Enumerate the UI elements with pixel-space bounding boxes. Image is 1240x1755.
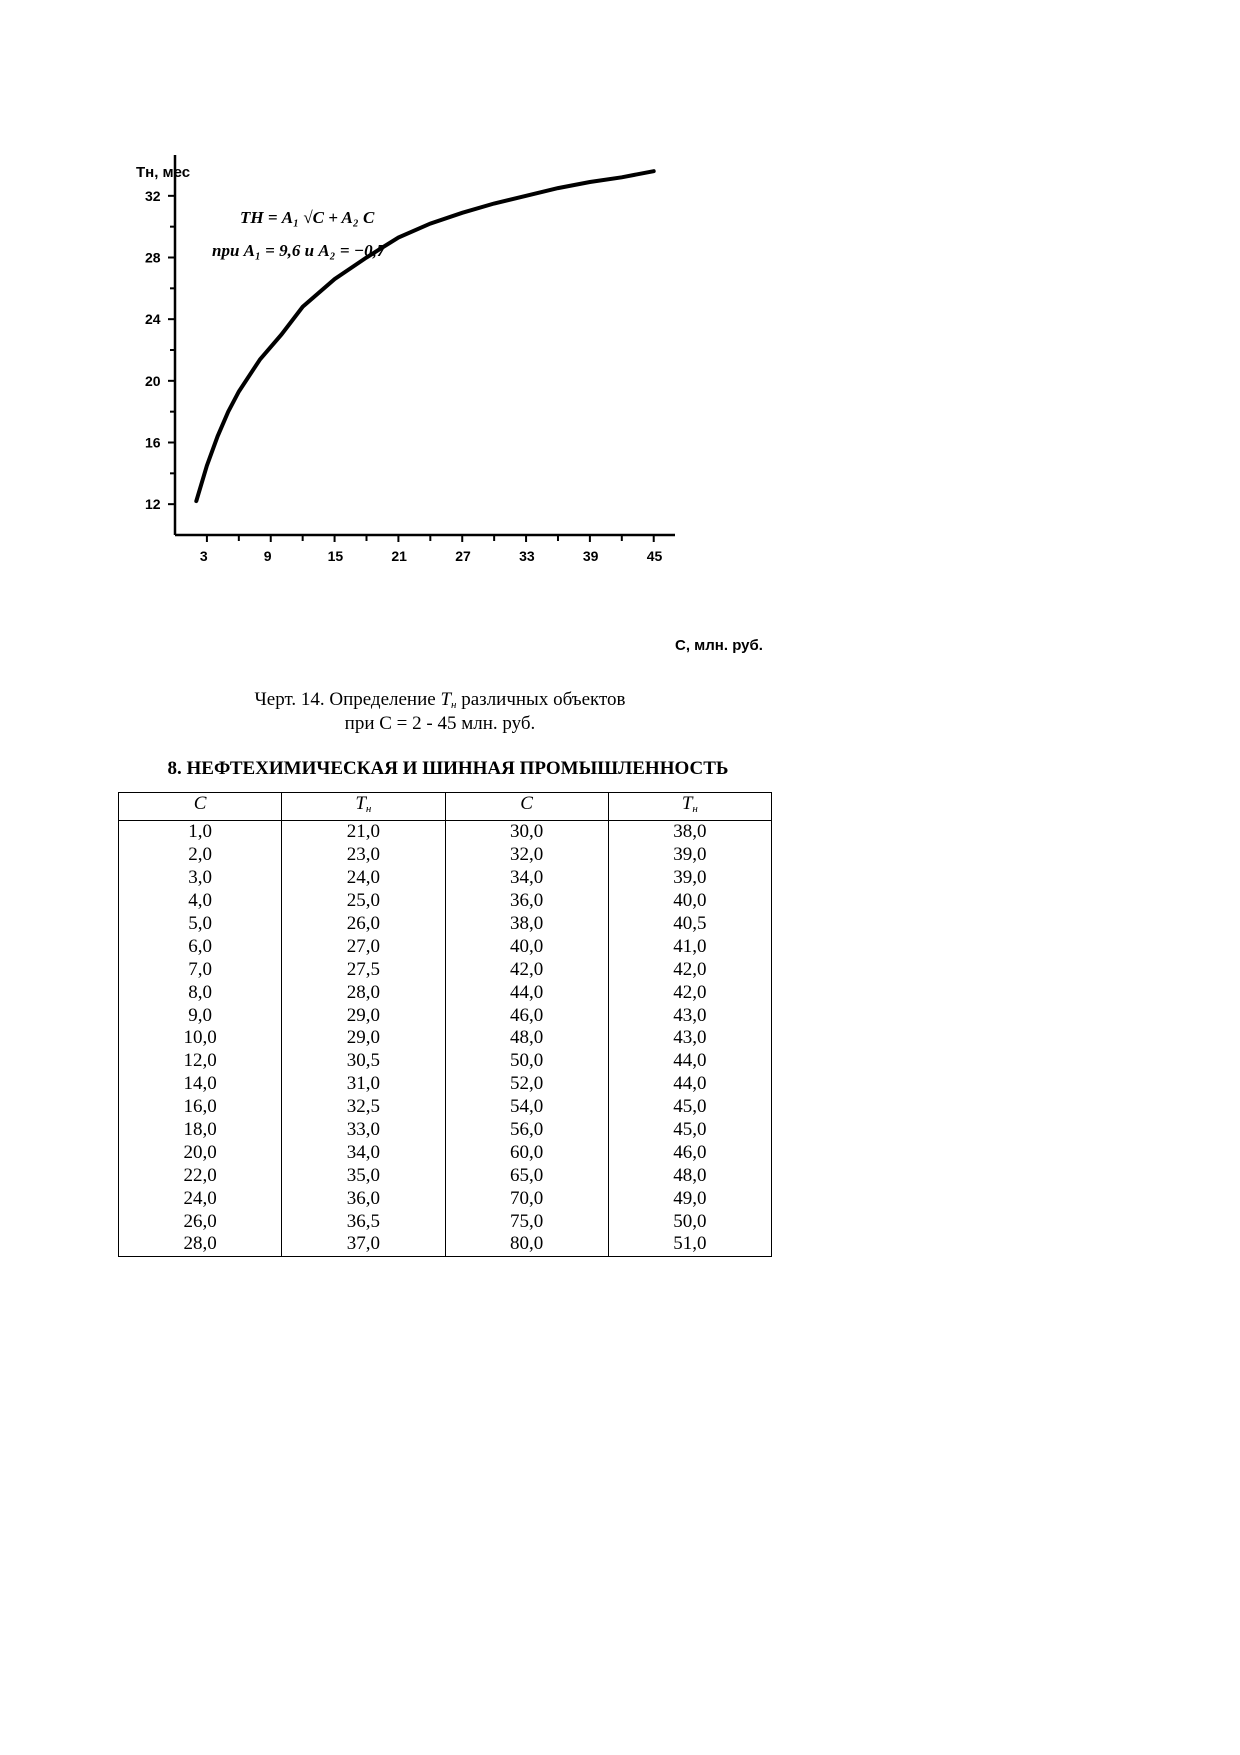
table-cell: 50,0: [445, 1050, 608, 1073]
table-cell: 22,0: [119, 1164, 282, 1187]
x-tick-label: 9: [263, 548, 272, 564]
col-header-t-2: $Т_н$: [608, 793, 771, 821]
table-row: [119, 890, 772, 913]
col-header-c: С: [119, 793, 282, 821]
table-cell: 44,0: [445, 981, 608, 1004]
table-cell: 51,0: [608, 1233, 771, 1256]
table-cell: 38,0: [445, 913, 608, 936]
table-row: [119, 1233, 772, 1256]
x-tick-label: 3: [199, 548, 208, 564]
table-cell: 50,0: [608, 1210, 771, 1233]
table-row: [119, 1141, 772, 1164]
table-cell: 49,0: [608, 1187, 771, 1210]
table-row: [119, 1187, 772, 1210]
table-cell: 21,0: [282, 821, 445, 844]
x-tick-label: 15: [327, 548, 344, 564]
table-cell: 30,5: [282, 1050, 445, 1073]
table-cell: 37,0: [282, 1233, 445, 1256]
table-cell: 5,0: [119, 913, 282, 936]
table-cell: 44,0: [608, 1073, 771, 1096]
table-cell: 70,0: [445, 1187, 608, 1210]
table-cell: 34,0: [282, 1141, 445, 1164]
table-cell: 2,0: [119, 844, 282, 867]
table-cell: 35,0: [282, 1164, 445, 1187]
formula-line-2: при A₁ = 9,6 и A₂ = −0,7: [212, 241, 386, 260]
y-tick-label: 24: [145, 311, 161, 328]
table-header-row: [119, 793, 772, 821]
table-cell: 27,5: [282, 958, 445, 981]
table-cell: 4,0: [119, 890, 282, 913]
col-header-t: $Т_н$: [282, 793, 445, 821]
table-cell: 39,0: [608, 844, 771, 867]
table-cell: 26,0: [282, 913, 445, 936]
section-heading: 8. НЕФТЕХИМИЧЕСКАЯ И ШИННАЯ ПРОМЫШЛЕННОСТЬ: [167, 758, 729, 779]
table-cell: 12,0: [119, 1050, 282, 1073]
table-row: [119, 1004, 772, 1027]
table-cell: 45,0: [608, 1119, 771, 1142]
chart: [120, 155, 780, 675]
y-tick-label: 32: [145, 187, 161, 204]
figure-caption-line-2: при С = 2 - 45 млн. руб.: [344, 713, 536, 734]
table-cell: 75,0: [445, 1210, 608, 1233]
table-row: [119, 1210, 772, 1233]
table-cell: 40,5: [608, 913, 771, 936]
table-cell: 28,0: [282, 981, 445, 1004]
table-cell: 32,5: [282, 1096, 445, 1119]
table-cell: 34,0: [445, 867, 608, 890]
table-cell: 41,0: [608, 935, 771, 958]
col-header-c-2: С: [445, 793, 608, 821]
y-tick-label: 28: [145, 249, 161, 266]
x-tick-label: 33: [519, 548, 535, 564]
table-cell: 32,0: [445, 844, 608, 867]
y-axis-label: Tн, мес: [136, 164, 191, 181]
table-cell: 9,0: [119, 1004, 282, 1027]
caption-symbol: $Т_н$: [440, 689, 457, 711]
table-row: [119, 844, 772, 867]
table-cell: 18,0: [119, 1119, 282, 1142]
table-cell: 65,0: [445, 1164, 608, 1187]
table-row: [119, 1164, 772, 1187]
table-cell: 46,0: [608, 1141, 771, 1164]
table-cell: 44,0: [608, 1050, 771, 1073]
x-tick-label: 27: [455, 548, 471, 564]
table-cell: 36,0: [282, 1187, 445, 1210]
table-cell: 25,0: [282, 890, 445, 913]
table-cell: 24,0: [119, 1187, 282, 1210]
y-ticks: [145, 188, 175, 512]
table-cell: 36,0: [445, 890, 608, 913]
table-cell: 52,0: [445, 1073, 608, 1096]
table-row: [119, 981, 772, 1004]
table-row: [119, 867, 772, 890]
table-row: [119, 1096, 772, 1119]
table-cell: 14,0: [119, 1073, 282, 1096]
table-cell: 38,0: [608, 821, 771, 844]
table-cell: 33,0: [282, 1119, 445, 1142]
table-cell: 24,0: [282, 867, 445, 890]
caption-prefix: Черт. 14. Определение: [254, 689, 441, 710]
x-ticks: [200, 535, 663, 564]
table-row: [119, 935, 772, 958]
table-row: [119, 913, 772, 936]
table-row: [119, 1073, 772, 1096]
table-row: [119, 1050, 772, 1073]
table-row: [119, 958, 772, 981]
table-cell: 10,0: [119, 1027, 282, 1050]
table-cell: 48,0: [445, 1027, 608, 1050]
table-cell: 39,0: [608, 867, 771, 890]
table-cell: 42,0: [608, 958, 771, 981]
table-cell: 8,0: [119, 981, 282, 1004]
table-cell: 43,0: [608, 1027, 771, 1050]
table-cell: 6,0: [119, 935, 282, 958]
x-axis-label: С, млн. руб.: [675, 637, 763, 654]
table-cell: 42,0: [445, 958, 608, 981]
table-cell: 46,0: [445, 1004, 608, 1027]
x-tick-label: 39: [582, 548, 599, 564]
y-tick-label: 12: [145, 496, 161, 513]
table-cell: 26,0: [119, 1210, 282, 1233]
table-cell: 48,0: [608, 1164, 771, 1187]
table-row: [119, 821, 772, 844]
table-row: [119, 1119, 772, 1142]
table-cell: 7,0: [119, 958, 282, 981]
table-cell: 40,0: [445, 935, 608, 958]
y-tick-label: 20: [145, 372, 161, 389]
table-cell: 36,5: [282, 1210, 445, 1233]
table-cell: 3,0: [119, 867, 282, 890]
table-cell: 29,0: [282, 1004, 445, 1027]
table-cell: 40,0: [608, 890, 771, 913]
table-cell: 54,0: [445, 1096, 608, 1119]
table-cell: 31,0: [282, 1073, 445, 1096]
x-tick-label: 45: [646, 548, 663, 564]
table-cell: 23,0: [282, 844, 445, 867]
table-cell: 20,0: [119, 1141, 282, 1164]
data-table: [118, 792, 772, 1257]
table-cell: 56,0: [445, 1119, 608, 1142]
table-row: [119, 1027, 772, 1050]
y-tick-label: 16: [145, 434, 161, 451]
formula-line-1: TН = A₁ √C + A₂ C: [240, 208, 375, 227]
caption-suffix: различных объектов: [456, 689, 626, 710]
table-cell: 1,0: [119, 821, 282, 844]
table-cell: 28,0: [119, 1233, 282, 1256]
x-tick-label: 21: [391, 548, 407, 564]
table-cell: 42,0: [608, 981, 771, 1004]
table-cell: 60,0: [445, 1141, 608, 1164]
table-cell: 16,0: [119, 1096, 282, 1119]
table-cell: 29,0: [282, 1027, 445, 1050]
table-cell: 45,0: [608, 1096, 771, 1119]
table-cell: 43,0: [608, 1004, 771, 1027]
table-cell: 27,0: [282, 935, 445, 958]
table-cell: 30,0: [445, 821, 608, 844]
table-cell: 80,0: [445, 1233, 608, 1256]
